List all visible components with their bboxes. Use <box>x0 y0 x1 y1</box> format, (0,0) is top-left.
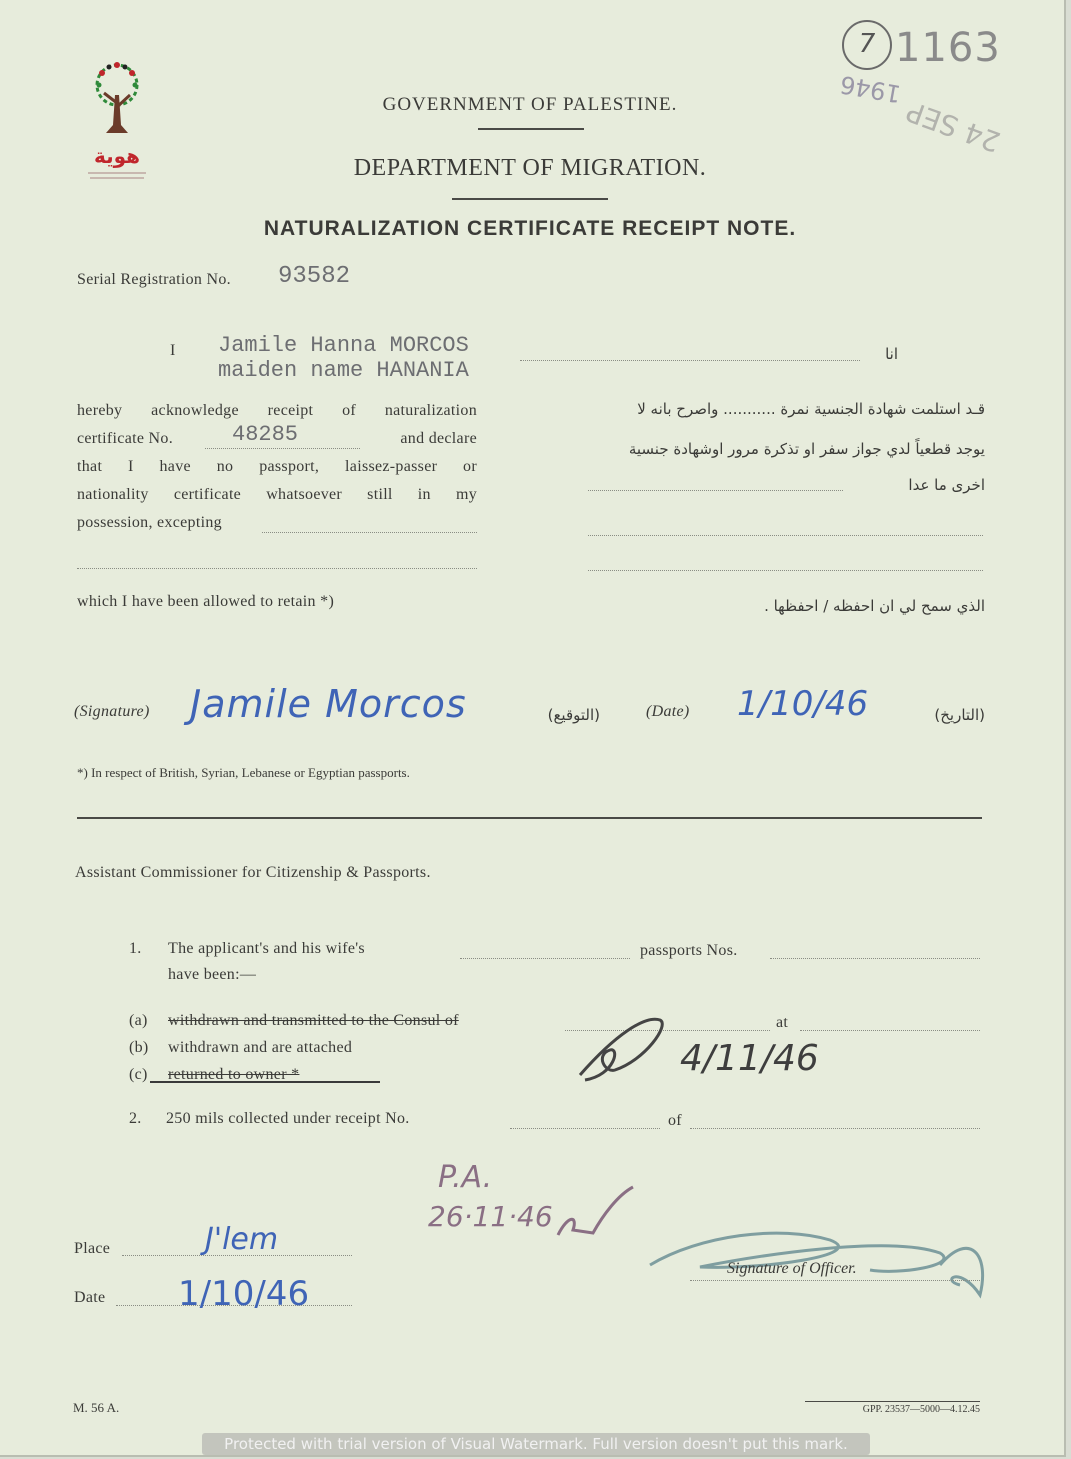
date-label-arabic: (التاريخ) <box>934 706 985 724</box>
option-c-marker: (c) <box>129 1066 148 1083</box>
officer-initial-mark <box>575 1005 675 1085</box>
item-1-number: 1. <box>129 940 142 957</box>
signature-date: 1/10/46 <box>737 684 869 724</box>
pa-initials: P.A. <box>438 1160 493 1195</box>
item-1-continued: have been:— <box>168 966 257 983</box>
pa-initials-flourish <box>548 1185 638 1245</box>
declaration-line-1: hereby acknowledge receipt of naturalization <box>77 402 477 419</box>
declaration-line-3: that I have no passport, laissez-passer or <box>77 458 477 475</box>
date-row-label: Date <box>74 1289 106 1306</box>
certificate-number: 48285 <box>232 422 299 447</box>
tree-icon <box>82 55 152 145</box>
item-1-passports: passports Nos. <box>640 942 738 959</box>
place-label: Place <box>74 1240 111 1257</box>
option-a-marker: (a) <box>129 1012 148 1029</box>
office-handwritten-date: 4/11/46 <box>680 1038 819 1079</box>
margin-annotation-year: 1946 <box>838 69 904 109</box>
officer-signature-label: Signature of Officer. <box>727 1260 857 1277</box>
retain-text-arabic: الذي سمح لي ان احفظه / احفظها . <box>764 597 985 615</box>
form-code: M. 56 A. <box>73 1400 120 1415</box>
margin-annotation-stamp: 24 SEP <box>902 94 1005 159</box>
department-title: DEPARTMENT OF MIGRATION. <box>353 155 707 181</box>
signature-label-arabic: (التوقيع) <box>547 706 600 724</box>
declaration-arabic-line-1: قـد استلمت شهادة الجنسية نمرة ........... واصرح بانه لا <box>637 400 985 418</box>
signature-label: (Signature) <box>74 703 150 720</box>
applicant-name: Jamile Hanna MORCOS <box>218 333 469 358</box>
serial-value: 93582 <box>278 263 351 290</box>
printer-code: GPP. 23537—5000—4.12.45 <box>862 1404 980 1415</box>
form-title: NATURALIZATION CERTIFICATE RECEIPT NOTE. <box>263 217 797 240</box>
pa-initials-date: 26·11·46 <box>428 1200 553 1233</box>
option-b-text: withdrawn and are attached <box>168 1039 353 1056</box>
place-value: J'lem <box>205 1222 279 1257</box>
declaration-arabic-line-3: اخرى ما عدا <box>908 476 985 494</box>
government-title: GOVERNMENT OF PALESTINE. <box>382 94 678 115</box>
watermark-banner <box>202 1433 870 1455</box>
option-a-text: withdrawn and transmitted to the Consul of <box>168 1012 459 1029</box>
declaration-line-2a: certificate No. <box>77 430 173 447</box>
item-2-text: 250 mils collected under receipt No. <box>166 1110 410 1127</box>
applicant-pronoun: I <box>170 342 176 359</box>
declaration-line-4: nationality certificate whatsoever still in my <box>77 486 477 503</box>
logo-arabic-text: هوية <box>93 144 141 168</box>
serial-label: Serial Registration No. <box>77 271 231 288</box>
retain-text: which I have been allowed to retain *) <box>77 593 335 610</box>
date-label: (Date) <box>646 703 690 720</box>
margin-annotation-circle: 7 <box>842 20 892 70</box>
declaration-line-5: possession, excepting <box>77 514 222 531</box>
applicant-maiden-name: maiden name HANANIA <box>218 358 469 383</box>
logo <box>82 55 152 190</box>
option-c-text: returned to owner * <box>168 1066 300 1083</box>
footnote: *) In respect of British, Syrian, Lebanese or Egyptian passports. <box>77 765 410 780</box>
declaration-line-2b: and declare <box>400 430 477 447</box>
watermark-text: Protected with trial version of Visual Watermark. Full version doesn't put this mark. <box>224 1435 848 1453</box>
date-row-value: 1/10/46 <box>178 1274 310 1314</box>
option-b-marker: (b) <box>129 1039 149 1056</box>
declaration-arabic-line-2: يوجد قطعياً لدي جواز سفر او تذكرة مرور اوشهادة جنسية <box>628 440 985 458</box>
item-1-text: The applicant's and his wife's <box>168 940 365 957</box>
applicant-pronoun-arabic: انا <box>885 345 898 363</box>
item-2-of: of <box>668 1112 682 1129</box>
option-a-at: at <box>776 1014 789 1031</box>
applicant-signature: Jamile Morcos <box>190 682 467 726</box>
office-heading: Assistant Commissioner for Citizenship & Passports. <box>75 864 431 881</box>
item-2-number: 2. <box>129 1110 142 1127</box>
margin-annotation-number: 1163 <box>895 25 1001 71</box>
